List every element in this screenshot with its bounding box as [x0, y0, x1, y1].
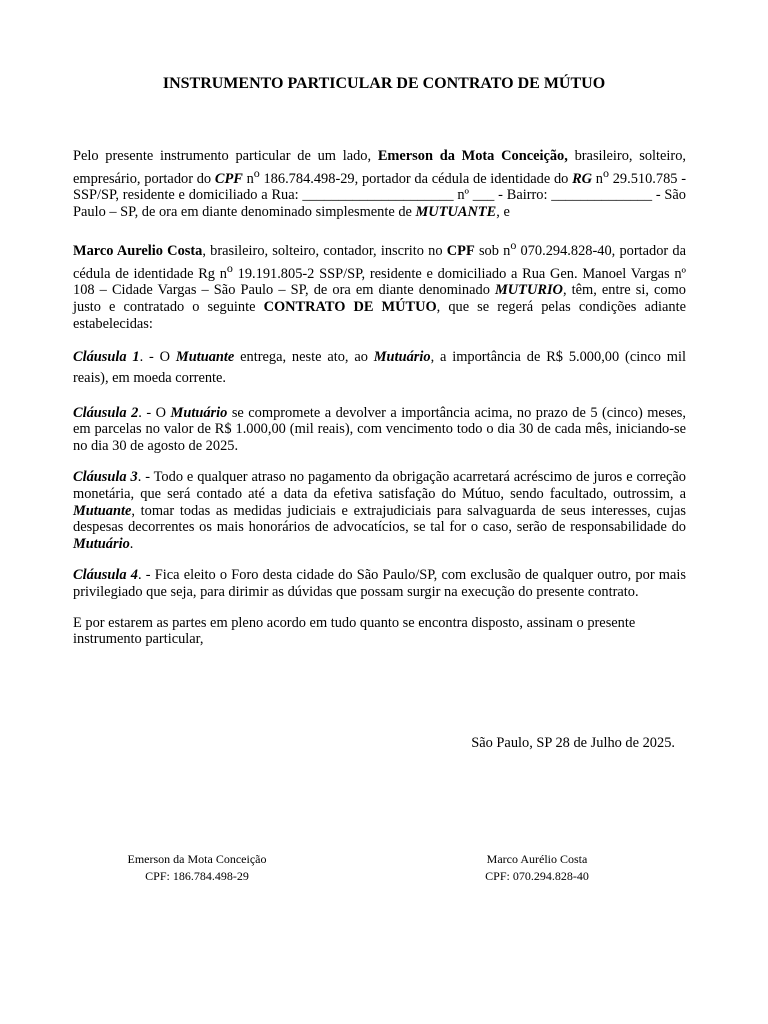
- text-segment: , e: [496, 204, 510, 221]
- text-segment: , brasileiro, solteiro, contador, inscrito no: [202, 242, 447, 259]
- paragraph-mutuante: [73, 148, 686, 221]
- clause-2: [73, 405, 686, 455]
- ordinal-indicator: o: [603, 165, 609, 180]
- text-segment: 070.294.828-40, portador da cédula de identidade Rg n: [73, 242, 686, 282]
- signatory-cpf: CPF: 070.294.828-40: [485, 869, 589, 883]
- signatory-name: Emerson da Mota Conceição: [127, 852, 267, 866]
- ordinal-indicator: o: [510, 237, 517, 252]
- role-muturio: MUTURIO: [494, 282, 563, 299]
- clause-label: Cláusula 2: [73, 404, 139, 421]
- closing-paragraph: E por estarem as partes em pleno acordo em tudo quanto se encontra disposto, assinam o presente instrumento particular,: [73, 614, 636, 648]
- document-body: [73, 148, 686, 648]
- clause-label: Cláusula 1: [73, 348, 140, 365]
- text-segment: 186.784.498-29, portador da cédula de identidade do: [259, 170, 573, 187]
- text-segment: .: [129, 536, 134, 553]
- paragraph-mutuario: [73, 237, 686, 333]
- clause-1: [73, 347, 686, 389]
- contract-name: CONTRATO DE MÚTUO: [263, 298, 437, 315]
- clause-label: Cláusula 4: [73, 566, 138, 583]
- ordinal-indicator: o: [253, 165, 260, 180]
- signature-block-mutuante: [87, 851, 307, 885]
- role-mutuante: MUTUANTE: [415, 204, 497, 221]
- rg-label: RG: [572, 170, 593, 187]
- term-mutuario: Mutuário: [73, 536, 130, 553]
- term-mutuario: Mutuário: [373, 348, 431, 365]
- mutuante-name: Emerson da Mota Conceição,: [377, 148, 568, 164]
- text-segment: n: [592, 170, 603, 187]
- text-segment: brasileiro, solteiro, empresário, portador do: [73, 148, 686, 187]
- text-segment: . - Fica eleito o Foro desta cidade do São Paulo/SP, com exclusão de qualquer outro, por mais privilegiado que seja, para dirimir as dúvidas que possam surgir na execução do presente contrato.: [73, 566, 686, 600]
- text-segment: , a importância de R$ 5.000,00 (cinco mil reais), em moeda corrente.: [73, 348, 687, 386]
- cpf-label: CPF: [446, 242, 475, 259]
- text-segment: . - Todo e qualquer atraso no pagamento da obrigação acarretará acréscimo de juros e correção monetária, que será contado até a data da efetiva satisfação do Mútuo, sendo facultado, outrossim, a: [73, 468, 687, 502]
- text-segment: . - O: [139, 348, 176, 365]
- signatory-cpf: CPF: 186.784.498-29: [145, 869, 249, 883]
- clause-4: [73, 567, 686, 601]
- term-mutuante: Mutuante: [73, 502, 132, 519]
- document-date: São Paulo, SP 28 de Julho de 2025.: [471, 735, 675, 751]
- text-segment: se compromete a devolver a importância acima, no prazo de 5 (cinco) meses, em parcelas no valor de R$ 1.000,00 (mil reais), com vencimento todo o dia 30 de cada mês, iniciando-se no dia 30 de agosto de 2025.: [73, 404, 687, 455]
- text-segment: n: [242, 170, 254, 187]
- text-segment: Pelo presente instrumento particular de um lado,: [73, 148, 378, 164]
- mutuario-name: Marco Aurelio Costa: [73, 242, 203, 259]
- ordinal-indicator: o: [226, 260, 233, 275]
- signature-block-mutuario: [427, 851, 647, 885]
- term-mutuante: Mutuante: [175, 348, 235, 365]
- text-segment: , têm, entre si, como justo e contratado o seguinte: [73, 282, 686, 315]
- signatory-name: Marco Aurélio Costa: [486, 852, 588, 866]
- text-segment: 19.191.805-2 SSP/SP, residente e domiciliado a Rua Gen. Manoel Vargas nº 108 – Cidade Vargas – São Paulo – SP, de ora em diante denominado: [73, 265, 686, 299]
- text-segment: , que se regerá pelas condições adiante estabelecidas:: [73, 298, 686, 332]
- term-mutuario: Mutuário: [170, 404, 228, 421]
- cpf-label: CPF: [214, 170, 243, 187]
- clause-label: Cláusula 3: [73, 468, 138, 485]
- text-segment: , tomar todas as medidas judiciais e extrajudiciais para salvaguarda de seus interesses, cujas despesas decorrentes os mais honorários de advocatícios, se tal for o caso, serão de responsabilidade do: [73, 502, 686, 536]
- text-segment: sob n: [474, 242, 511, 259]
- text-segment: entrega, neste ato, ao: [234, 348, 374, 365]
- text-segment: 29.510.785 - SSP/SP, residente e domiciliado a Rua: _____________________ nº ___ - Bairro: ______________ - São Paulo – SP, de ora em diante denominado simplesmente de: [73, 170, 686, 221]
- text-segment: . - O: [138, 404, 171, 421]
- clause-3: [73, 469, 686, 553]
- document-title: INSTRUMENTO PARTICULAR DE CONTRATO DE MÚTUO: [162, 75, 606, 92]
